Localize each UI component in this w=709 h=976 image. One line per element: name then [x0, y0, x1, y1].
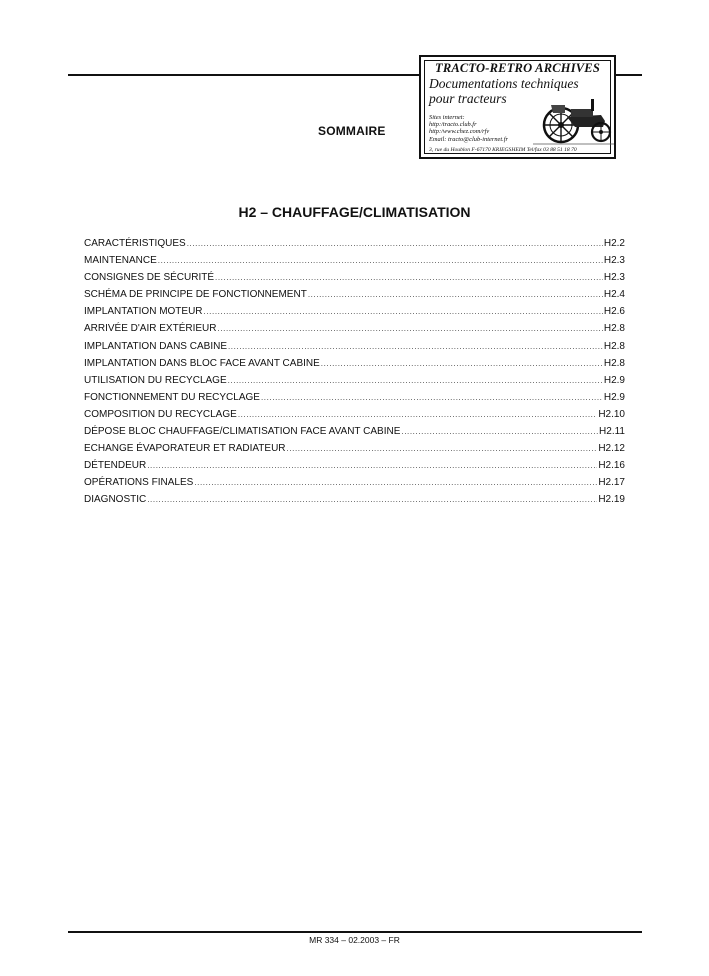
toc-page: H2.11: [599, 426, 625, 438]
toc-page: H2.8: [603, 357, 625, 369]
tractor-illustration: [531, 87, 616, 147]
toc-row[interactable]: [84, 389, 625, 406]
toc-label: ARRIVÉE D'AIR EXTÉRIEUR: [84, 323, 217, 335]
toc-leader-dots: [287, 440, 598, 457]
toc-row[interactable]: [84, 406, 625, 423]
toc-label: SCHÉMA DE PRINCIPE DE FONCTIONNEMENT: [84, 289, 307, 301]
toc-leader-dots: [147, 491, 597, 508]
toc-label: IMPLANTATION DANS CABINE: [84, 340, 227, 352]
toc-page: H2.12: [598, 443, 625, 455]
stamp-address: 3, rue du Houblon F-67170 KRIEGSHEIM Tel/fax 03 88 51 18 70: [429, 147, 577, 153]
toc-page: H2.3: [603, 272, 625, 284]
page-title: H2 – CHAUFFAGE/CLIMATISATION: [238, 204, 471, 220]
toc-leader-dots: [228, 372, 603, 389]
toc-leader-dots: [194, 474, 597, 491]
toc-page: H2.3: [603, 255, 625, 267]
section-label: SOMMAIRE: [318, 124, 386, 138]
toc-row[interactable]: [84, 457, 625, 474]
toc-leader-dots: [238, 406, 598, 423]
toc-row[interactable]: [84, 355, 625, 372]
toc-label: CONSIGNES DE SÉCURITÉ: [84, 272, 215, 284]
toc-row[interactable]: [84, 474, 625, 491]
toc-leader-dots: [308, 286, 603, 303]
table-of-contents: [84, 235, 625, 509]
toc-page: H2.8: [603, 340, 625, 352]
toc-label: DIAGNOSTIC: [84, 494, 147, 506]
toc-row[interactable]: [84, 269, 625, 286]
stamp-site-2: http:/www.chez.com/rfv: [429, 128, 490, 136]
toc-row[interactable]: [84, 320, 625, 337]
toc-label: IMPLANTATION MOTEUR: [84, 306, 203, 318]
toc-label: DÉPOSE BLOC CHAUFFAGE/CLIMATISATION FACE AVANT CABINE: [84, 426, 401, 438]
toc-row[interactable]: [84, 372, 625, 389]
toc-leader-dots: [261, 389, 603, 406]
toc-leader-dots: [204, 303, 603, 320]
stamp-subtitle-1: Documentations techniques: [429, 76, 579, 91]
toc-page: H2.9: [603, 391, 625, 403]
toc-row[interactable]: [84, 423, 625, 440]
toc-leader-dots: [218, 320, 603, 337]
bottom-rule: [68, 931, 642, 933]
toc-leader-dots: [158, 252, 603, 269]
archive-stamp: [419, 55, 616, 159]
toc-label: OPÉRATIONS FINALES: [84, 477, 194, 489]
toc-leader-dots: [321, 355, 603, 372]
toc-leader-dots: [228, 338, 603, 355]
toc-page: H2.10: [598, 408, 625, 420]
toc-row[interactable]: [84, 491, 625, 508]
toc-label: ECHANGE ÉVAPORATEUR ET RADIATEUR: [84, 443, 286, 455]
toc-page: H2.8: [603, 323, 625, 335]
toc-label: CARACTÉRISTIQUES: [84, 238, 186, 249]
stamp-email: Email: tracto@club-internet.fr: [429, 135, 509, 143]
toc-row[interactable]: [84, 338, 625, 355]
stamp-subtitle-2: pour tracteurs: [429, 91, 507, 106]
toc-row[interactable]: [84, 252, 625, 269]
toc-page: H2.19: [598, 494, 625, 506]
toc-leader-dots: [401, 423, 598, 440]
footer-reference: MR 334 – 02.2003 – FR: [309, 935, 400, 945]
toc-page: H2.2: [603, 238, 625, 249]
toc-row[interactable]: [84, 235, 625, 252]
toc-label: MAINTENANCE: [84, 255, 157, 267]
toc-page: H2.6: [603, 306, 625, 318]
stamp-sites: [429, 114, 508, 143]
toc-label: UTILISATION DU RECYCLAGE: [84, 374, 227, 386]
toc-page: H2.4: [603, 289, 625, 301]
toc-leader-dots: [215, 269, 603, 286]
toc-row[interactable]: [84, 303, 625, 320]
toc-label: COMPOSITION DU RECYCLAGE: [84, 408, 237, 420]
toc-page: H2.16: [598, 460, 625, 472]
toc-leader-dots: [187, 235, 603, 252]
toc-leader-dots: [147, 457, 597, 474]
stamp-sites-label: Sites internet:: [429, 114, 465, 121]
toc-row[interactable]: [84, 286, 625, 303]
toc-page: H2.17: [598, 477, 625, 489]
toc-label: IMPLANTATION DANS BLOC FACE AVANT CABINE: [84, 357, 320, 369]
stamp-site-1: http:/tracto.club.fr: [429, 121, 477, 129]
toc-label: DÉTENDEUR: [84, 460, 147, 472]
stamp-title: TRACTO-RETRO ARCHIVES: [434, 61, 600, 75]
toc-page: H2.9: [603, 374, 625, 386]
toc-label: FONCTIONNEMENT DU RECYCLAGE: [84, 391, 260, 403]
toc-row[interactable]: [84, 440, 625, 457]
